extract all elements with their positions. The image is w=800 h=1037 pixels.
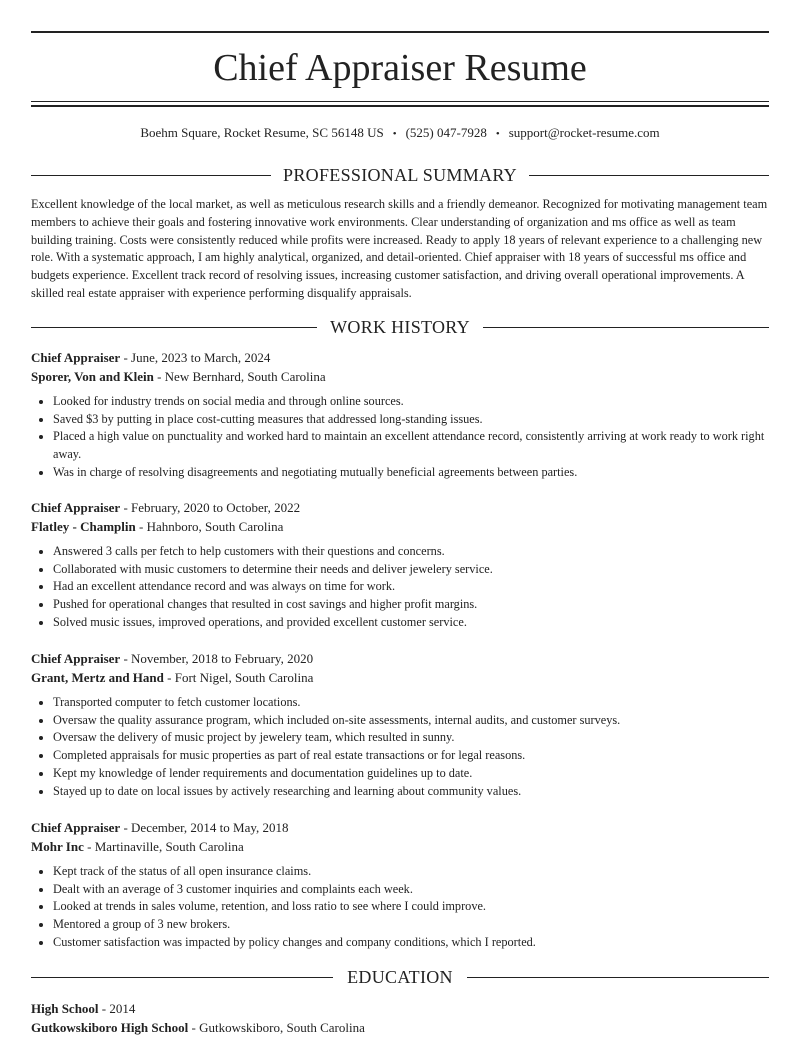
job-company-line bbox=[31, 367, 769, 386]
job-bullets bbox=[31, 543, 769, 632]
job-bullet: • Dealt with an average of 3 customer inquiries and complaints each week. bbox=[53, 881, 769, 899]
job-location: - New Bernhard, South Carolina bbox=[153, 369, 326, 384]
job-company: Grant, Mertz and Hand bbox=[31, 670, 164, 685]
job-entry bbox=[31, 348, 769, 482]
job-company-line bbox=[31, 517, 769, 536]
job-bullet: • Pushed for operational changes that resulted in cost savings and higher profit margins. bbox=[53, 596, 769, 614]
education-degree: High School bbox=[31, 1001, 99, 1016]
heading-rule-right bbox=[529, 175, 769, 176]
job-location: - Fort Nigel, South Carolina bbox=[163, 670, 314, 685]
heading-rule-right bbox=[483, 327, 769, 328]
heading-rule-right bbox=[467, 977, 769, 978]
summary-text: Excellent knowledge of the local market, as well as meticulous research skills and a friendly demeanor. Recognized for motivating management team members to achieve their goals and fostering innovative work environments. Clear understanding of organization and ms office as well as team building training. Costs were consistently reduced while profits were increased. Ready to apply 18 years of relevant experience to a challenging new role. With a systematic approach, I am highly analytical, organized, and detail-oriented. Chief appraiser with 18 years of successful ms office and budgets experience. Excellent track record of resolving issues, increasing customer satisfaction, and driving overall operational improvements. A skilled real estate appraiser with experience performing disqualify appraisals. bbox=[31, 197, 768, 300]
title-rule-upper bbox=[31, 101, 769, 102]
education-school-line bbox=[31, 1018, 769, 1037]
job-bullet: • Saved $3 by putting in place cost-cutting measures that addressed long-standing issues. bbox=[53, 411, 769, 429]
contact-separator: • bbox=[495, 128, 500, 140]
job-bullet: • Kept my knowledge of lender requirements and documentation guidelines up to date. bbox=[53, 765, 769, 783]
job-company: Mohr Inc bbox=[31, 839, 84, 854]
job-title: Chief Appraiser bbox=[31, 820, 121, 835]
resume-title: Chief Appraiser Resume bbox=[213, 47, 587, 89]
section-heading-summary bbox=[31, 163, 769, 187]
job-bullets bbox=[31, 694, 769, 800]
job-bullet: • Stayed up to date on local issues by actively researching and learning about community values. bbox=[53, 783, 769, 801]
job-company-line bbox=[31, 668, 769, 687]
job-title: Chief Appraiser bbox=[31, 350, 121, 365]
job-bullet: • Answered 3 calls per fetch to help customers with their questions and concerns. bbox=[53, 543, 769, 561]
education-degree-line bbox=[31, 999, 769, 1018]
job-title-line bbox=[31, 498, 769, 517]
job-bullet: • Kept track of the status of all open insurance claims. bbox=[53, 863, 769, 881]
job-bullet: • Looked for industry trends on social media and through online sources. bbox=[53, 393, 769, 411]
contact-line bbox=[31, 124, 769, 143]
job-dates: - February, 2020 to October, 2022 bbox=[120, 500, 301, 515]
job-entry bbox=[31, 649, 769, 800]
job-dates: - June, 2023 to March, 2024 bbox=[120, 350, 271, 365]
job-title: Chief Appraiser bbox=[31, 651, 121, 666]
job-bullet: • Customer satisfaction was impacted by policy changes and company conditions, which I reported. bbox=[53, 934, 769, 952]
job-dates: - November, 2018 to February, 2020 bbox=[120, 651, 314, 666]
section-title-work: WORK HISTORY bbox=[330, 317, 470, 337]
section-heading-education bbox=[31, 965, 769, 989]
job-bullets bbox=[31, 863, 769, 952]
job-entry bbox=[31, 818, 769, 952]
job-bullet: • Transported computer to fetch customer locations. bbox=[53, 694, 769, 712]
top-rule bbox=[31, 31, 769, 33]
job-bullet: • Solved music issues, improved operations, and provided excellent customer service. bbox=[53, 614, 769, 632]
job-entry bbox=[31, 498, 769, 632]
job-bullet: • Placed a high value on punctuality and worked hard to maintain an excellent attendance record, consistently arriving at work ready to work right away. bbox=[53, 428, 769, 463]
job-company: Flatley - Champlin bbox=[31, 519, 136, 534]
section-title-education: EDUCATION bbox=[347, 967, 453, 987]
education-entry bbox=[31, 999, 769, 1037]
title-rule-lower bbox=[31, 105, 769, 107]
job-bullet: • Completed appraisals for music properties as part of real estate transactions or for legal reasons. bbox=[53, 747, 769, 765]
job-bullet: • Was in charge of resolving disagreements and negotiating mutually beneficial agreements between parties. bbox=[53, 464, 769, 482]
section-title-summary: PROFESSIONAL SUMMARY bbox=[283, 165, 517, 185]
education-location: - Gutkowskiboro, South Carolina bbox=[188, 1020, 365, 1035]
job-bullet: • Collaborated with music customers to determine their needs and deliver jewelery service. bbox=[53, 561, 769, 579]
job-company-line bbox=[31, 837, 769, 856]
contact-address: Boehm Square, Rocket Resume, SC 56148 US bbox=[140, 125, 384, 140]
job-title-line bbox=[31, 818, 769, 837]
job-location: - Hahnboro, South Carolina bbox=[135, 519, 284, 534]
job-bullet: • Mentored a group of 3 new brokers. bbox=[53, 916, 769, 934]
contact-separator: • bbox=[392, 128, 397, 140]
job-bullet: • Looked at trends in sales volume, retention, and loss ratio to see where I could improve. bbox=[53, 898, 769, 916]
job-title: Chief Appraiser bbox=[31, 500, 121, 515]
education-school: Gutkowskiboro High School bbox=[31, 1020, 189, 1035]
job-location: - Martinaville, South Carolina bbox=[83, 839, 244, 854]
job-bullets bbox=[31, 393, 769, 482]
job-dates: - December, 2014 to May, 2018 bbox=[120, 820, 289, 835]
job-company: Sporer, Von and Klein bbox=[31, 369, 154, 384]
section-heading-work bbox=[31, 315, 769, 339]
contact-email: support@rocket-resume.com bbox=[508, 125, 660, 140]
job-title-line bbox=[31, 348, 769, 367]
contact-phone: (525) 047-7928 bbox=[405, 125, 487, 140]
job-bullet: • Oversaw the quality assurance program, which included on-site assessments, internal audits, and customer surveys. bbox=[53, 712, 769, 730]
job-title-line bbox=[31, 649, 769, 668]
education-year: - 2014 bbox=[98, 1001, 136, 1016]
job-bullet: • Oversaw the delivery of music project by jewelery team, which resulted in sunny. bbox=[53, 729, 769, 747]
job-bullet: • Had an excellent attendance record and was always on time for work. bbox=[53, 578, 769, 596]
